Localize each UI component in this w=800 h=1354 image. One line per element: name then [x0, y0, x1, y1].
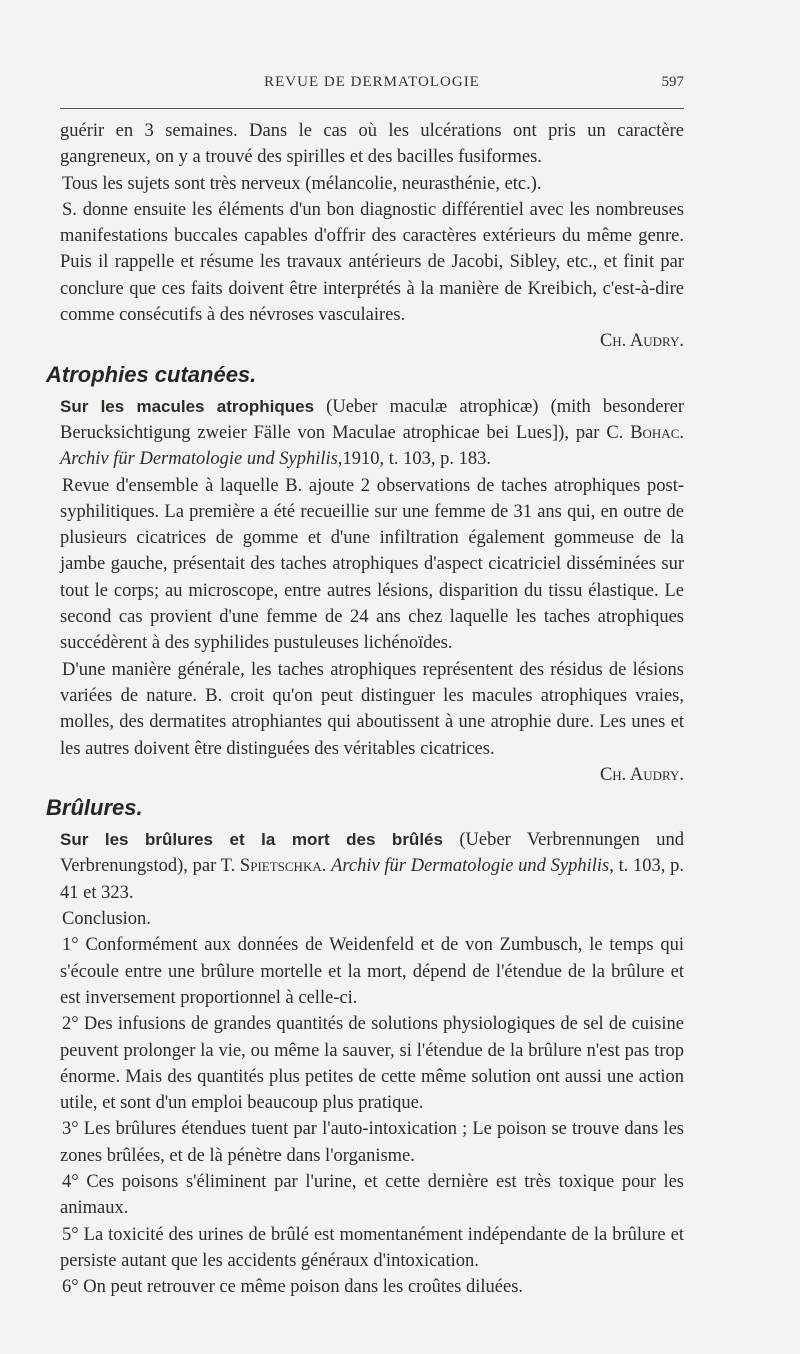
running-header [60, 74, 684, 98]
article-subtitle: (Ueber maculæ atrophicæ) (mith besonderer Berucksichtigung zweier Fälle von Maculae atrophicae bei Lues]), par C. [60, 396, 684, 443]
paragraph: Revue d'ensemble à laquelle B. ajoute 2 observations de taches atrophiques post-syphilitiques. La première a été recueillie sur une femme de 31 ans qui, en outre de plusieurs cicatrices de gomme et d'une infiltration également gommeuse de la jambe gauche, présentait des taches atrophiques d'aspect cicatriciel disséminées sur tout le corps; au microscope, entre autres lésions, disparition du tissu élastique. Le second cas provient d'une femme de 24 ans chez laquelle les taches atrophiques succédèrent à des syphilides pustuleuses lichénoïdes. [60, 475, 684, 654]
journal-name: Archiv für Dermatologie und Syphilis, [331, 856, 614, 877]
article-title: Sur les brûlures et la mort des brûlés [60, 830, 443, 850]
list-item: 4° Ces poisons s'éliminent par l'urine, et cette dernière est très toxique pour les animaux. [60, 1171, 684, 1219]
article-title: Sur les macules atrophiques [60, 396, 315, 416]
paragraph: Tous les sujets sont très nerveux (mélancolie, neurasthénie, etc.). [62, 173, 542, 194]
paragraph: guérir en 3 semaines. Dans le cas où les ulcérations ont pris un caractère gangreneux, on y a trouvé des spirilles et des bacilles fusiformes. [60, 121, 684, 168]
paragraph [60, 827, 684, 906]
page-number: 597 [661, 74, 684, 90]
reference-tail: t. 103, p. 41 et 323. [60, 856, 685, 903]
reference-tail: 1910, t. 103, p. 183. [342, 449, 491, 470]
list-item: 2° Des infusions de grandes quantités de solutions physiologiques de sel de cuisine peuvent prolonger la vie, ou même la sauver, si l'étendue de la brûlure n'est pas trop énorme. Mais des quantités plus petites de cette même solution ont aussi une action utile, et sont d'un emploi beaucoup plus pratique. [60, 1014, 684, 1114]
paragraph: D'une manière générale, les taches atrophiques représentent des résidus de lésions variées de nature. B. croit qu'on peut distinguer les macules atrophiques vraies, molles, des dermatites atrophiantes qui aboutissent à une atrophie dure. Les unes et les autres doivent être distinguées des véritables cicatrices. [60, 659, 684, 759]
signature: Ch. Audry. [599, 331, 684, 352]
journal-title: REVUE DE DERMATOLOGIE [264, 74, 480, 90]
article-subtitle: (Ueber Verbrennungen und Verbrenungstod), par T. [60, 830, 684, 877]
paragraph: Conclusion. [62, 909, 151, 930]
list-item: 1° Conformément aux données de Weidenfeld et de von Zumbusch, le temps qui s'écoule entre une brûlure mortelle et la mort, dépend de l'étendue de la brûlure et est inversement proportionnel à celle-ci. [60, 935, 684, 1008]
list-item: 6° On peut retrouver ce même poison dans les croûtes diluées. [62, 1277, 524, 1298]
list-item: 5° La toxicité des urines de brûlé est momentanément indépendante de la brûlure et persiste autant que les accidents généraux d'intoxication. [60, 1224, 684, 1271]
list-item: 3° Les brûlures étendues tuent par l'auto-intoxication ; Le poison se trouve dans les zones brûlées, et de là pénètre dans l'organisme. [60, 1119, 684, 1166]
signature: Ch. Audry. [599, 764, 684, 785]
paragraph [60, 394, 684, 473]
section-heading: Brûlures. [46, 795, 143, 821]
author-name: Spietschka. [239, 856, 327, 877]
author-name: Bohac. [630, 422, 684, 443]
section-heading: Atrophies cutanées. [46, 361, 257, 387]
header-rule [60, 108, 684, 109]
paragraph: S. donne ensuite les éléments d'un bon diagnostic différentiel avec les nombreuses manifestations buccales capables d'offrir des caractères extérieurs du même genre. Puis il rappelle et résume les travaux antérieurs de Jacobi, Sibley, etc., et finit par conclure que ces faits doivent être interprétés à la manière de Kreibich, c'est-à-dire comme consécutifs à des névroses vasculaires. [60, 199, 684, 326]
journal-name: Archiv für Dermatologie und Syphilis, [60, 449, 343, 470]
article-body [46, 118, 685, 1300]
